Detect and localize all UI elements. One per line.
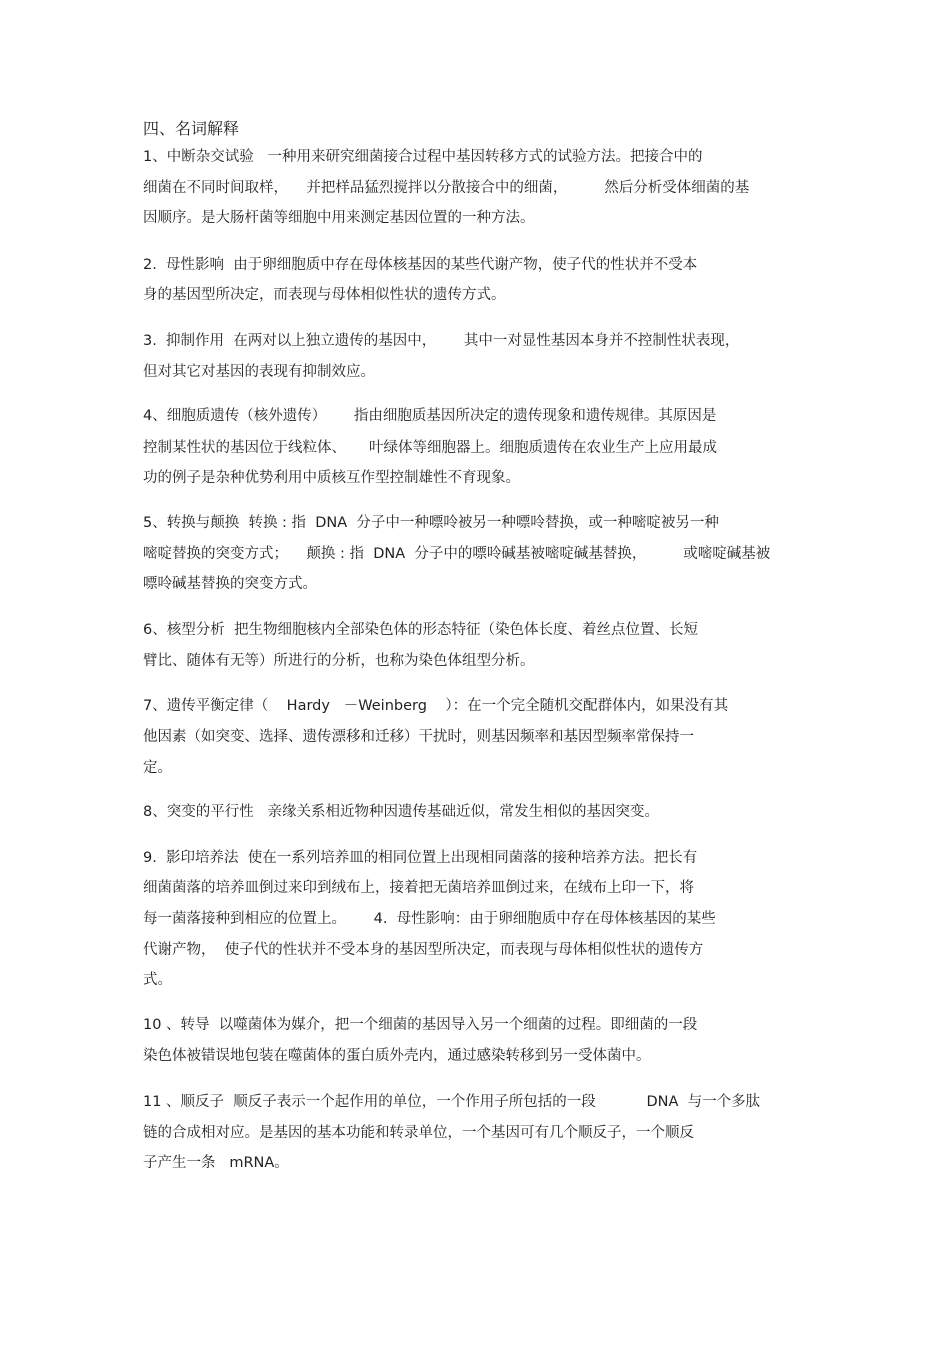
entry-1-line-1: 1、中断杂交试验 一种用来研究细菌接合过程中基因转移方式的试验方法。把接合中的 — [143, 149, 703, 165]
entry-7-line-3: 定。 — [143, 760, 172, 776]
entry-6-line-2: 臂比、随体有无等）所进行的分析，也称为染色体组型分析。 — [143, 653, 535, 669]
entry-1-line-3: 因顺序。是大肠杆菌等细胞中用来测定基因位置的一种方法。 — [143, 210, 535, 226]
entry-3-line-1: 3. 抑制作用 在两对以上独立遗传的基因中， 其中一对显性基因本身并不控制性状表现， — [143, 333, 740, 349]
entry-8-line-1: 8、突变的平行性 亲缘关系相近物种因遗传基础近似，常发生相似的基因突变。 — [143, 804, 660, 820]
entry-7-line-1: 7、遗传平衡定律（ Hardy －Weinberg ）：在一个完全随机交配群体内，如果没有其 — [143, 698, 729, 714]
entry-4-line-2: 控制某性状的基因位于线粒体、 叶绿体等细胞器上。细胞质遗传在农业生产上应用最成 — [143, 440, 718, 456]
entry-1-line-2: 细菌在不同时间取样， 并把样品猛烈搅拌以分散接合中的细菌， 然后分析受体细菌的基 — [143, 180, 750, 196]
entry-3-line-2: 但对其它对基因的表现有抑制效应。 — [143, 364, 375, 380]
entry-7-line-2: 他因素（如突变、选择、遗传漂移和迁移）干扰时，则基因频率和基因型频率常保持一 — [143, 729, 694, 745]
entry-10-line-1: 10 、转导 以噬菌体为媒介，把一个细菌的基因导入另一个细菌的过程。即细菌的一段 — [143, 1017, 698, 1033]
entry-11-line-3: 子产生一条 mRNA。 — [143, 1155, 289, 1171]
entry-9-line-1: 9. 影印培养法 使在一系列培养皿的相同位置上出现相同菌落的接种培养方法。把长有 — [143, 850, 698, 866]
entry-11-line-2: 链的合成相对应。是基因的基本功能和转录单位，一个基因可有几个顺反子，一个顺反 — [143, 1125, 694, 1141]
entry-5-line-1: 5、转换与颠换 转换 : 指 DNA 分子中一种嘌呤被另一种嘌呤替换，或一种嘧啶被另一种 — [143, 515, 719, 531]
entry-9-line-3: 每一菌落接种到相应的位置上。 4. 母性影响：由于卵细胞质中存在母体核基因的某些 — [143, 911, 716, 927]
entry-2-line-2: 身的基因型所决定，而表现与母体相似性状的遗传方式。 — [143, 287, 506, 303]
entry-11-line-1: 11 、顺反子 顺反子表示一个起作用的单位，一个作用子所包括的一段 DNA 与一个多肽 — [143, 1094, 761, 1110]
entry-4-line-3: 功的例子是杂种优势利用中质核互作型控制雄性不育现象。 — [143, 470, 520, 486]
entry-10-line-2: 染色体被错误地包装在噬菌体的蛋白质外壳内，通过感染转移到另一受体菌中。 — [143, 1048, 651, 1064]
entry-2-line-1: 2. 母性影响 由于卵细胞质中存在母体核基因的某些代谢产物，使子代的性状并不受本 — [143, 257, 698, 273]
entry-4-line-1: 4、细胞质遗传（核外遗传） 指由细胞质基因所决定的遗传现象和遗传规律。其原因是 — [143, 408, 717, 424]
entry-5-line-2: 嘧啶替换的突变方式； 颠换 : 指 DNA 分子中的嘌呤碱基被嘧啶碱基替换， 或嘧啶碱基被 — [143, 546, 771, 562]
entry-6-line-1: 6、核型分析 把生物细胞核内全部染色体的形态特征（染色体长度、着丝点位置、长短 — [143, 622, 698, 638]
entry-5-line-3: 嘌呤碱基替换的突变方式。 — [143, 576, 317, 592]
entry-9-line-5: 式。 — [143, 972, 172, 988]
entry-9-line-2: 细菌菌落的培养皿倒过来印到绒布上，接着把无菌培养皿倒过来，在绒布上印一下，将 — [143, 880, 694, 896]
entry-9-line-4: 代谢产物， 使子代的性状并不受本身的基因型所决定，而表现与母体相似性状的遗传方 — [143, 942, 704, 958]
section-heading: 四、名词解释 — [143, 119, 240, 138]
